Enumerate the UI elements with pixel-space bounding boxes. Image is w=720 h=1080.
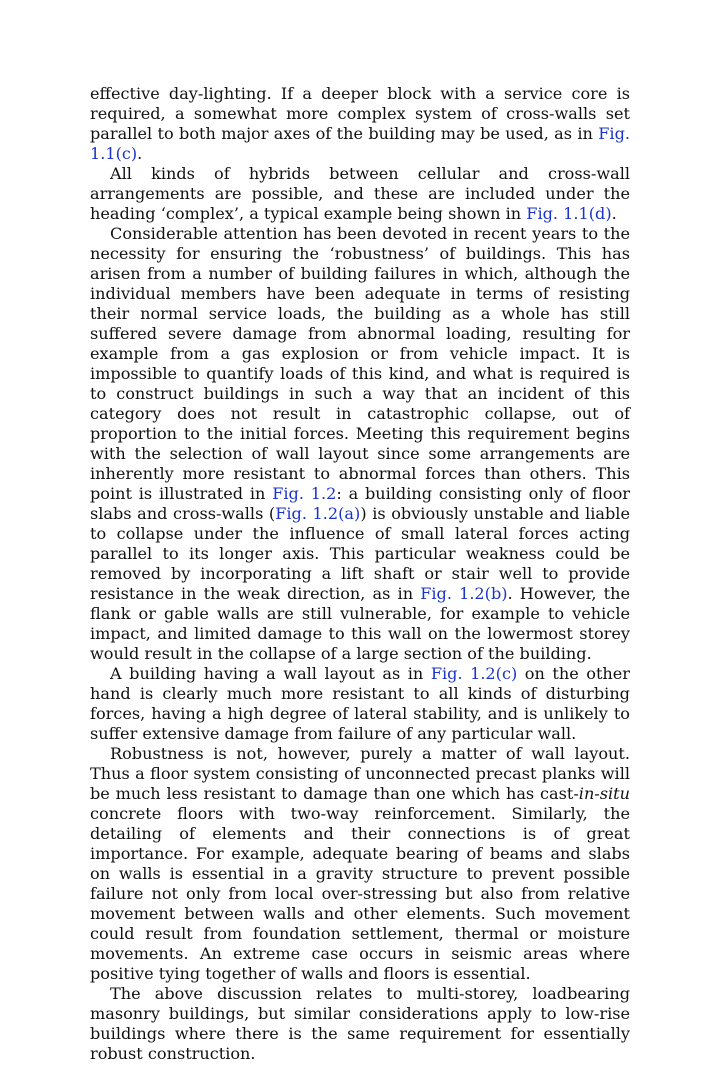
paragraph	[90, 744, 630, 984]
figure-reference-link[interactable]: Fig. 1.2(b)	[420, 584, 508, 603]
figure-reference-link[interactable]: Fig. 1.1(d)	[526, 204, 612, 223]
text-run: .	[611, 204, 617, 223]
figure-reference-link[interactable]: Fig. 1.1(c)	[90, 124, 630, 163]
text-run: .	[137, 144, 143, 163]
text-run: The above discussion relates to multi-storey, loadbearing masonry buildings, but similar considerations apply to low-rise buildings where there is the same requirement for essentially robust construction.	[90, 984, 630, 1063]
text-run: A building having a wall layout as in	[110, 664, 431, 683]
figure-reference-link[interactable]: Fig. 1.2(a)	[275, 504, 361, 523]
text-run: All kinds of hybrids between cellular and cross-wall arrangements are possible, and these are included under the heading ‘complex’, a typical example being shown in	[90, 164, 630, 223]
paragraph	[90, 984, 630, 1064]
text-run: effective day-lighting. If a deeper block with a service core is required, a somewhat more complex system of cross-walls set parallel to both major axes of the building may be used, as in	[90, 84, 630, 143]
italic-term: in-situ	[578, 784, 630, 803]
paragraph	[90, 164, 630, 224]
text-run: concrete floors with two-way reinforcement. Similarly, the detailing of elements and their connections is of great importance. For example, adequate bearing of beams and slabs on walls is essential in a gravity structure to prevent possible failure not only from local over-stressing but also from relative movement between walls and other elements. Such movement could result from foundation settlement, thermal or moisture movements. An extreme case occurs in seismic areas where positive tying together of walls and floors is essential.	[90, 804, 630, 983]
paragraph	[90, 664, 630, 744]
paragraph	[90, 84, 630, 164]
text-run: : a building consisting only of floor slabs and cross-walls (	[90, 484, 630, 523]
text-run: Robustness is not, however, purely a matter of wall layout. Thus a floor system consisting of unconnected precast planks will be much less resistant to damage than one which has cast-	[90, 744, 630, 803]
figure-reference-link[interactable]: Fig. 1.2	[272, 484, 337, 503]
paragraph	[90, 224, 630, 664]
text-run: Considerable attention has been devoted in recent years to the necessity for ensuring the ‘robustness’ of buildings. This has arisen from a number of building failures in which, although the individual members have been adequate in terms of resisting their normal service loads, the building as a whole has still suffered severe damage from abnormal loading, resulting for example from a gas explosion or from vehicle impact. It is impossible to quantify loads of this kind, and what is required is to construct buildings in such a way that an incident of this category does not result in catastrophic collapse, out of proportion to the initial forces. Meeting this requirement begins with the selection of wall layout since some arrangements are inherently more resistant to abnormal forces than others. This point is illustrated in	[90, 224, 630, 503]
body-text	[90, 84, 630, 1064]
text-run: ) is obviously unstable and liable to collapse under the influence of small lateral forces acting parallel to its longer axis. This particular weakness could be removed by incorporating a lift shaft or stair well to provide resistance in the weak direction, as in	[90, 504, 630, 603]
text-run: . However, the flank or gable walls are still vulnerable, for example to vehicle impact, and limited damage to this wall on the lowermost storey would result in the collapse of a large section of the building.	[90, 584, 630, 663]
text-run: on the other hand is clearly much more resistant to all kinds of disturbing forces, having a high degree of lateral stability, and is unlikely to suffer extensive damage from failure of any particular wall.	[90, 664, 630, 743]
figure-reference-link[interactable]: Fig. 1.2(c)	[430, 664, 518, 683]
